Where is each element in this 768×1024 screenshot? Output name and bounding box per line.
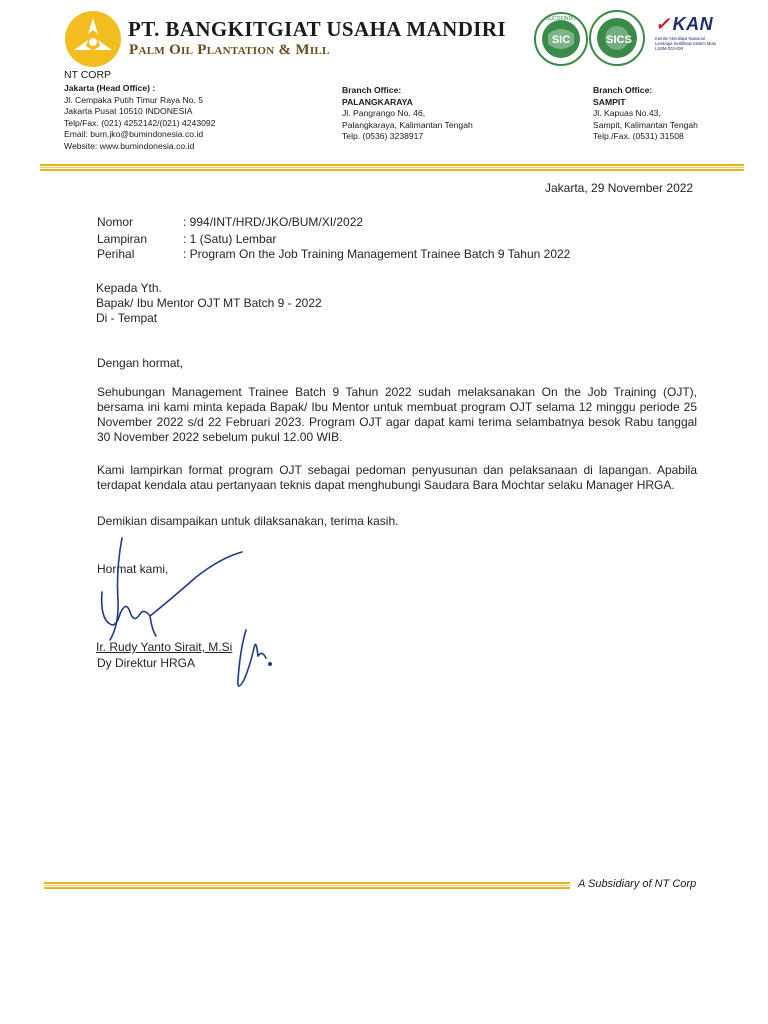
body-paragraph: Sehubungan Management Trainee Batch 9 Tahun 2022 sudah melaksanakan On the Job Training (OJT), bersama ini kami minta kepada Bapak/ Ibu Mentor untuk membuat program OJT selama 12 minggu periode 25 November 2022 s/d 22 Februari 2023. Program OJT agar dapat kami terima selambatnya besok Rabu tanggal 30 November 2022 sebelum pukul 12.00 WIB.: [97, 385, 697, 444]
ref-value-perihal: : Program On the Job Training Management Trainee Batch 9 Tahun 2022: [183, 247, 571, 261]
kan-check-icon: ✓: [655, 14, 671, 34]
sics-cert-logo: [589, 10, 645, 66]
signer-title: Dy Direktur HRGA: [97, 656, 196, 670]
kan-label: KAN: [672, 14, 714, 34]
office-title: Jakarta (Head Office) :: [64, 83, 156, 93]
office-city: SAMPIT: [593, 96, 626, 107]
salutation: Dengan hormat,: [97, 356, 184, 370]
sucofindo-cert-logo: [534, 12, 588, 66]
footer-subsidiary: A Subsidiary of NT Corp: [578, 878, 697, 890]
recipient-line: Di - Tempat: [96, 311, 158, 325]
group-name: NT CORP: [64, 69, 112, 81]
kan-sub-line: Komite Akreditasi Nasional: [655, 36, 705, 41]
recipient-line: Kepada Yth.: [96, 281, 162, 295]
cert-label: SICS: [606, 34, 632, 46]
body-paragraph: Kami lampirkan format program OJT sebagai pedoman penyusunan dan pelaksanaan di lapangan. Apabila terdapat kendala atau pertanyaan teknis dapat menghubungi Saudara Bara Mochtar selaku Manager HRGA.: [97, 463, 697, 492]
body-paragraph: Demikian disampaikan untuk dilaksanakan, terima kasih.: [97, 514, 399, 528]
office-palangkaraya: [342, 85, 473, 143]
company-logo: [64, 10, 122, 68]
office-sampit: [593, 85, 698, 143]
office-city: PALANGKARAYA: [342, 96, 413, 107]
ref-value-nomor: : 994/INT/HRD/JKO/BUM/XI/2022: [183, 215, 364, 229]
office-line: Jl. Kapuas No.43,: [593, 108, 661, 118]
office-line: Telp/Fax. (021) 4252142/(021) 4243092: [64, 117, 216, 128]
closing: Hormat kami,: [97, 562, 169, 576]
office-title: Branch Office:: [593, 85, 653, 95]
footer-divider: [44, 882, 570, 889]
recipient-line: Bapak/ Ibu Mentor OJT MT Batch 9 - 2022: [96, 296, 322, 310]
letter-date: Jakarta, 29 November 2022: [545, 181, 694, 195]
handwritten-signature: [80, 530, 290, 700]
office-title: Branch Office:: [342, 85, 402, 95]
company-name: PT. BANGKITGIAT USAHA MANDIRI: [128, 17, 506, 41]
office-line: Sampit, Kalimantan Tengah: [593, 119, 698, 130]
office-line: Telp. (0536) 3238917: [342, 131, 424, 141]
office-line: Jl. Pangrango No. 46,: [342, 108, 426, 118]
office-website: Website: www.bumindonesia.co.id: [64, 140, 195, 151]
header-divider: [40, 164, 744, 171]
kan-sub-line: LSSM-002-IDN: [655, 46, 684, 51]
cert-label: SUCOFINDO: [546, 16, 576, 22]
kan-sub-line: Lembaga Sertifikasi Sistem Mutu: [655, 41, 717, 46]
office-email: Email: bum.jko@bumindonesia.co.id: [64, 129, 204, 139]
office-line: Jl. Cempaka Putih Timur Raya No. 5: [64, 94, 203, 105]
ref-label-perihal: Perihal: [97, 247, 135, 261]
recipient-block: [96, 281, 322, 326]
ref-label-lampiran: Lampiran: [97, 232, 148, 246]
signer-name: Ir. Rudy Yanto Sirait, M.Si: [96, 640, 233, 654]
office-line: Palangkaraya, Kalimantan Tengah: [342, 119, 473, 130]
svg-text:SIC: SIC: [551, 34, 571, 46]
office-jakarta: [64, 83, 215, 152]
ref-label-nomor: Nomor: [97, 215, 134, 229]
kan-logo: [655, 14, 729, 51]
office-line: Telp./Fax. (0531) 31508: [593, 131, 684, 141]
ref-value-lampiran: : 1 (Satu) Lembar: [183, 232, 277, 246]
office-line: Jakarta Pusat 10510 INDONESIA: [64, 106, 193, 116]
company-subtitle: Palm Oil Plantation & Mill: [129, 42, 330, 58]
